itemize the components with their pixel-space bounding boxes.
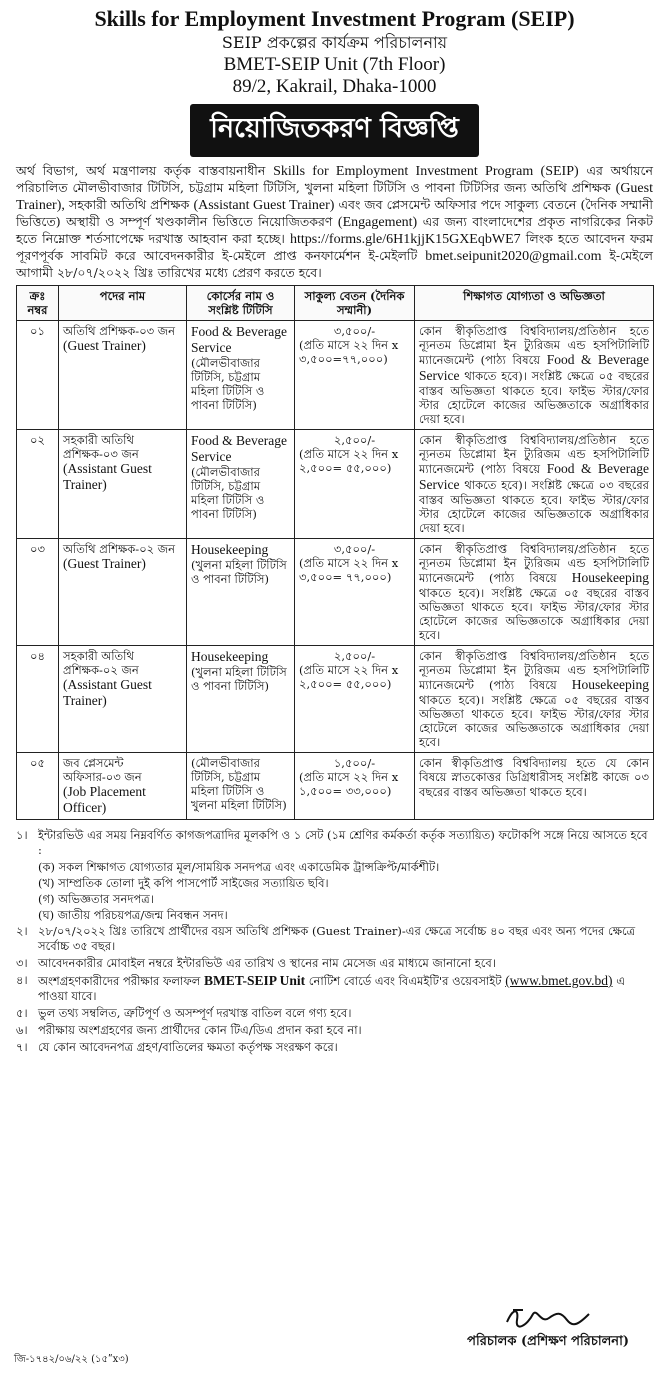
course-bn: (মৌলভীবাজার টিটিসি, চট্টগ্রাম মহিলা টিটিসি ও পাবনা টিটিসি) [191, 465, 265, 521]
row-course [187, 753, 295, 820]
post-bn: জব প্লেসমেন্ট অফিসার-০৩ জন [63, 756, 142, 784]
row-course [187, 539, 295, 646]
row-qualification [415, 430, 654, 539]
salary-amount: ২,৫০০/- [333, 433, 376, 447]
note-text: ২৮/০৭/২০২২ খ্রিঃ তারিখে প্রার্থীদের বয়স অতিথি প্রশিক্ষক (Guest Trainer)-এর ক্ষেত্রে সর্বোচ্চ ৪০ বছর এবং অন্য পদের ক্ষেত্রে সর্বোচ্চ ৩৫ বছর। [38, 924, 636, 953]
salary-amount: ৩,৫০০/- [333, 324, 376, 338]
signature-block [467, 1304, 629, 1353]
qual-text: কোন স্বীকৃতিপ্রাপ্ত বিশ্ববিদ্যালয়/প্রতিষ্ঠান হতে ন্যূনতম ডিপ্লোমা ইন ট্যুরিজম এন্ড হসপিটালিটি ম্যানেজমেন্ট (পাঠ্য বিষয়ে [419, 542, 649, 585]
notice-page [0, 6, 669, 1374]
note-number: ২। [16, 924, 28, 938]
table-row [17, 321, 654, 430]
note-4-text: অংশগ্রহণকারীদের পরীক্ষার ফলাফল [38, 974, 201, 988]
note-4-text: নোটিশ বোর্ডে এবং বিএমইটি'র ওয়েবসাইট [308, 974, 502, 988]
post-bn: অতিথি প্রশিক্ষক-০৩ জন [63, 324, 175, 338]
row-salary [295, 321, 415, 430]
form-link[interactable]: https://forms.gle/6H1kjjK15GXEqbWE7 [290, 232, 521, 247]
row-post [59, 539, 187, 646]
table-header-row [17, 286, 654, 321]
note-2 [16, 924, 653, 954]
note-1 [16, 828, 653, 858]
note-text: যে কোন আবেদনপত্র গ্রহণ/বাতিলের ক্ষমতা কর্তৃপক্ষ সংরক্ষণ করে। [38, 1040, 338, 1054]
row-course [187, 646, 295, 753]
row-serial: ০৪ [17, 646, 59, 753]
qual-text-2: থাকতে হবে)। সংশ্লিষ্ট ক্ষেত্রে ০৫ বছরের বাস্তব অভিজ্ঞতা থাকতে হবে। ফাইভ স্টার/ফোর স্টার হোটেলে কাজের অভিজ্ঞতাকে অগ্রাধিকার দেয়া হবে। [419, 693, 649, 749]
intro-guest-trainer: (Guest Trainer), [16, 181, 653, 213]
positions-table [16, 285, 654, 820]
header-line-1: SEIP প্রকল্পের কার্যক্রম পরিচালনায় [221, 33, 448, 52]
salary-amount: ২,৫০০/- [333, 649, 376, 663]
row-serial: ০৩ [17, 539, 59, 646]
salary-amount: ১,৫০০/- [333, 756, 376, 770]
note-1d: (ঘ) জাতীয় পরিচয়পত্র/জন্ম নিবন্ধন সনদ। [38, 908, 228, 922]
note-number: ৩। [16, 956, 28, 970]
intro-text: লিংক হতে আবেদন ফরম পূরণপূর্বক সাবমিট করে আবেদনকারীর ই-মেইলে প্রাপ্ত কনফার্মেশন ই-মেইলটি [16, 231, 653, 263]
note-5 [16, 1006, 653, 1021]
banner-text: নিয়োজিতকরণ বিজ্ঞপ্তি [190, 104, 479, 157]
qual-text: কোন স্বীকৃতিপ্রাপ্ত বিশ্ববিদ্যালয়/প্রতিষ্ঠান হতে ন্যূনতম ডিপ্লোমা ইন ট্যুরিজম এন্ড হসপিটালিটি ম্যানেজমেন্ট (পাঠ্য বিষয়ে [419, 649, 649, 692]
intro-program: Skills for Employment Investment Program (SEIP) [273, 164, 579, 179]
program-title: Skills for Employment Investment Program (SEIP) [94, 6, 575, 31]
row-serial: ০১ [17, 321, 59, 430]
qual-text-2: থাকতে হবে)। সংশ্লিষ্ট ক্ষেত্রে ০৫ বছরের বাস্তব অভিজ্ঞতা থাকতে হবে। ফাইভ স্টার/ফোর স্টার হোটেলে কাজের অভিজ্ঞতাকে অগ্রাধিকার দেয়া হবে। [419, 586, 649, 642]
row-qualification [415, 539, 654, 646]
note-7 [16, 1040, 653, 1055]
qual-text: কোন স্বীকৃতিপ্রাপ্ত বিশ্ববিদ্যালয়/প্রতিষ্ঠান হতে ন্যূনতম ডিপ্লোমা ইন ট্যুরিজম এন্ড হসপিটালিটি ম্যানেজমেন্ট (পাঠ্য বিষয়ে [419, 324, 649, 367]
row-post [59, 646, 187, 753]
table-row [17, 539, 654, 646]
note-4-text: এ পাওয়া যাবে। [38, 974, 625, 1003]
table-row [17, 430, 654, 539]
row-salary [295, 430, 415, 539]
intro-text: এবং জব প্লেসমেন্ট অফিসার পদে সাকুল্য বেতনে (দৈনিক সম্মানী ভিত্তিতে) অস্থায়ী ও সম্পূর্ণ খণ্ডকালীন ভিত্তিতে নিয়োজিতকরণ [16, 197, 653, 229]
course-en: Housekeeping [191, 542, 269, 557]
col-course: কোর্সের নাম ও সংশ্লিষ্ট টিটিসি [187, 286, 295, 321]
note-text [38, 973, 653, 1004]
course-en: Food & Beverage Service [191, 433, 287, 464]
row-qualification [415, 753, 654, 820]
course-bn: (মৌলভীবাজার টিটিসি, চট্টগ্রাম মহিলা টিটিসি ও পাবনা টিটিসি) [191, 356, 265, 412]
row-qualification [415, 321, 654, 430]
qual-subject: Food & Beverage Service [419, 352, 649, 383]
note-6 [16, 1023, 653, 1038]
post-bn: সহকারী অতিথি প্রশিক্ষক-০৩ জন [63, 433, 139, 461]
intro-text: সহকারী অতিথি প্রশিক্ষক [68, 197, 190, 212]
header-line-3: 89/2, Kakrail, Dhaka-1000 [232, 76, 437, 97]
col-salary: সাকুল্য বেতন (দৈনিক সম্মানী) [295, 286, 415, 321]
note-number: ৫। [16, 1006, 28, 1020]
row-post [59, 430, 187, 539]
post-en: (Job Placement Officer) [63, 784, 146, 815]
row-qualification [415, 646, 654, 753]
salary-detail: (প্রতি মাসে ২২ দিন x ৩,৫০০=৭৭,০০০) [299, 338, 399, 366]
course-en: Food & Beverage Service [191, 324, 287, 355]
post-en: (Assistant Guest Trainer) [63, 461, 152, 492]
note-text: ভুল তথ্য সম্বলিত, ত্রুটিপূর্ণ ও অসম্পূর্ণ দরখাস্ত বাতিল বলে গণ্য হবে। [38, 1006, 352, 1020]
row-salary [295, 753, 415, 820]
qual-text-2: থাকতে হবে)। সংশ্লিষ্ট ক্ষেত্রে ০৫ বছরের বাস্তব অভিজ্ঞতা থাকতে হবে। ফাইভ স্টার/ফোর স্টার হোটেলে কাজের অভিজ্ঞতাকে অগ্রাধিকার দেয়া হবে। [419, 369, 650, 426]
note-number: ৭। [16, 1040, 28, 1054]
email-link[interactable]: bmet.seipunit2020@gmail.com [425, 249, 602, 264]
salary-detail: (প্রতি মাসে ২২ দিন x ৩,৫০০= ৭৭,০০০) [299, 556, 399, 584]
table-row [17, 646, 654, 753]
row-course [187, 321, 295, 430]
note-text: আবেদনকারীর মোবাইল নম্বরে ইন্টারভিউ এর তারিখ ও স্থানের নাম মেসেজ এর মাধ্যমে জানানো হবে। [38, 956, 496, 970]
intro-assistant: (Assistant Guest Trainer) [193, 198, 335, 213]
row-post [59, 753, 187, 820]
note-number: ৪। [16, 973, 28, 987]
intro-engagement: (Engagement) [337, 215, 418, 230]
course-bn: (মৌলভীবাজার টিটিসি, চট্টগ্রাম মহিলা টিটিসি ও খুলনা মহিলা টিটিসি) [191, 756, 287, 812]
qual-text: কোন স্বীকৃতিপ্রাপ্ত বিশ্ববিদ্যালয়/প্রতিষ্ঠান হতে ন্যূনতম ডিপ্লোমা ইন ট্যুরিজম এন্ড হসপিটালিটি ম্যানেজমেন্ট (পাঠ্য বিষয়ে [419, 433, 649, 476]
bmet-website-link[interactable]: (www.bmet.gov.bd) [505, 973, 613, 988]
note-number: ৬। [16, 1023, 28, 1037]
row-post [59, 321, 187, 430]
table-row [17, 753, 654, 820]
post-bn: অতিথি প্রশিক্ষক-০২ জন [63, 542, 175, 556]
footer-code: জি-১৭৪২/০৬/২২ (১৫ʺx৩) [14, 1354, 129, 1365]
course-en: Housekeeping [191, 649, 269, 664]
row-salary [295, 646, 415, 753]
qual-subject: Housekeeping [571, 570, 650, 585]
post-en: (Guest Trainer) [63, 556, 146, 571]
qual-subject: Food & Beverage Service [419, 461, 649, 492]
intro-text: এর জন্য বাংলাদেশের প্রকৃত নাগরিকের নিকট হতে নিম্নোক্ত শর্তসাপেক্ষে দরখাস্ত আহবান করা হচ্ছে। [16, 214, 653, 246]
notice-banner [10, 104, 659, 157]
row-serial: ০২ [17, 430, 59, 539]
note-1a: (ক) সকল শিক্ষাগত যোগ্যতার মূল/সাময়িক সনদপত্র এবং একাডেমিক ট্রান্সক্রিপ্ট/মার্কশীট। [38, 860, 440, 874]
intro-text: অর্থ বিভাগ, অর্থ মন্ত্রণালয় কর্তৃক বাস্তবায়নাধীন [16, 163, 266, 178]
note-text: পরীক্ষায় অংশগ্রহণের জন্য প্রার্থীদের কোন টিএ/ডিএ প্রদান করা হবে না। [38, 1023, 362, 1037]
intro-text: এর অর্থায়নে পরিচালিত মৌলভীবাজার টিটিসি, চট্টগ্রাম মহিলা টিটিসি, খুলনা মহিলা টিটিসি ও পাবনা টিটিসির জন্য অতিথি প্রশিক্ষক [16, 163, 653, 195]
signature-icon [503, 1304, 593, 1332]
salary-detail: (প্রতি মাসে ২২ দিন x ১,৫০০= ৩৩,০০০) [299, 770, 399, 798]
course-bn: (খুলনা মহিলা টিটিসি ও পাবনা টিটিসি) [191, 558, 287, 586]
salary-amount: ৩,৫০০/- [333, 542, 376, 556]
col-post: পদের নাম [59, 286, 187, 321]
salary-detail: (প্রতি মাসে ২২ দিন x ২,৫০০= ৫৫,০০০) [299, 663, 399, 691]
note-number: ১। [16, 828, 28, 842]
note-4-unit: BMET-SEIP Unit [203, 973, 306, 988]
post-en: (Guest Trainer) [63, 338, 146, 353]
row-course [187, 430, 295, 539]
qual-text-2: থাকতে হবে)। সংশ্লিষ্ট ক্ষেত্রে ০৩ বছরের বাস্তব অভিজ্ঞতা থাকতে হবে। ফাইভ স্টার/ফোর স্টার হোটেলে কাজের অভিজ্ঞতাকে অগ্রাধিকার দেয়া হবে। [419, 478, 650, 535]
intro-text: ই-মেইলে আগামী ২৮/০৭/২০২২ খ্রিঃ তারিখের মধ্যে প্রেরণ করতে হবে। [16, 248, 653, 280]
note-1b: (খ) সাম্প্রতিক তোলা দুই কপি পাসপোর্ট সাইজের সত্যায়িত ছবি। [38, 876, 329, 890]
row-serial: ০৫ [17, 753, 59, 820]
intro-paragraph [16, 163, 653, 281]
note-text: ইন্টারভিউ এর সময় নিম্নবর্ণিত কাগজপত্রাদির মূলকপি ও ১ সেট (১ম শ্রেণির কর্মকর্তা কর্তৃক সত্যায়িত) ফটোকপি সঙ্গে নিয়ে আসতে হবে : [38, 828, 648, 857]
post-en: (Assistant Guest Trainer) [63, 677, 152, 708]
col-qualification: শিক্ষাগত যোগ্যতা ও অভিজ্ঞতা [415, 286, 654, 321]
row-salary [295, 539, 415, 646]
post-bn: সহকারী অতিথি প্রশিক্ষক-০২ জন [63, 649, 139, 677]
course-bn: (খুলনা মহিলা টিটিসি ও পাবনা টিটিসি) [191, 665, 287, 693]
salary-detail: (প্রতি মাসে ২২ দিন x ২,৫০০= ৫৫,০০০) [299, 447, 399, 475]
note-3 [16, 956, 653, 971]
header-line-2: BMET-SEIP Unit (7th Floor) [223, 54, 446, 75]
note-1c: (গ) অভিজ্ঞতার সনদপত্র। [38, 892, 154, 906]
col-serial: ক্রঃ নম্বর [17, 286, 59, 321]
notes-list [16, 828, 653, 1055]
note-4 [16, 973, 653, 1004]
qual-text: কোন স্বীকৃতিপ্রাপ্ত বিশ্ববিদ্যালয় হতে যে কোন বিষয়ে স্নাতকোত্তর ডিগ্রিধারীসহ সংশ্লিষ্ট কাজে ০৩ বছরের বাস্তব অভিজ্ঞতা থাকতে হবে। [419, 756, 649, 799]
signatory-title: পরিচালক (প্রশিক্ষণ পরিচালনা) [467, 1334, 629, 1349]
qual-subject: Housekeeping [571, 677, 650, 692]
